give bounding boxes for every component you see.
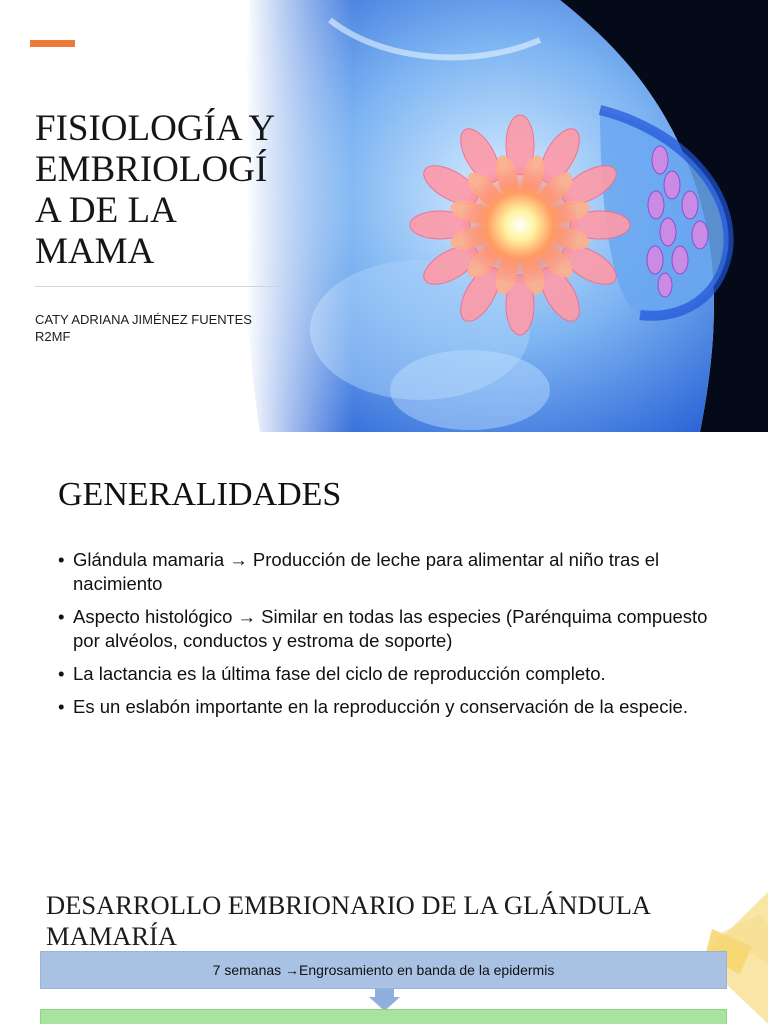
accent-bar [30, 40, 75, 47]
author-block [35, 311, 295, 345]
title-line: MAMA [35, 231, 155, 272]
author-role: R2MF [35, 329, 71, 344]
process-step [40, 1009, 727, 1024]
title-divider [35, 286, 280, 287]
title-slide [0, 0, 768, 432]
title-line: A DE LA [35, 190, 177, 231]
process-step [40, 951, 727, 989]
process-step-label: 7 semanas →Engrosamiento en banda de la epidermis [212, 962, 555, 978]
slide-title: DESARROLLO EMBRIONARIO DE LA GLÁNDULA MAMARÍA [46, 890, 650, 951]
bullet-item: • Es un eslabón importante en la reproducción y conservación de la especie. [58, 695, 718, 719]
bullet-item: • La lactancia es la última fase del ciclo de reproducción completo. [58, 662, 718, 686]
generalities-slide [0, 432, 768, 864]
bullet-list [58, 548, 718, 728]
slide-title: GENERALIDADES [58, 476, 342, 513]
author-name: CATY ADRIANA JIMÉNEZ FUENTES [35, 312, 252, 327]
presentation-title [35, 108, 295, 272]
bullet-item: • Aspecto histológico → Similar en todas las especies (Parénquima compuesto por alvéolos, conductos y estroma de soporte) [58, 605, 718, 653]
embryology-slide [0, 864, 768, 1024]
title-line: EMBRIOLOGÍ [35, 149, 268, 190]
arrow-down-icon [369, 989, 400, 1011]
bullet-item: • Glándula mamaria → Producción de leche para alimentar al niño tras el nacimiento [58, 548, 718, 596]
title-line: FISIOLOGÍA Y [35, 108, 276, 149]
